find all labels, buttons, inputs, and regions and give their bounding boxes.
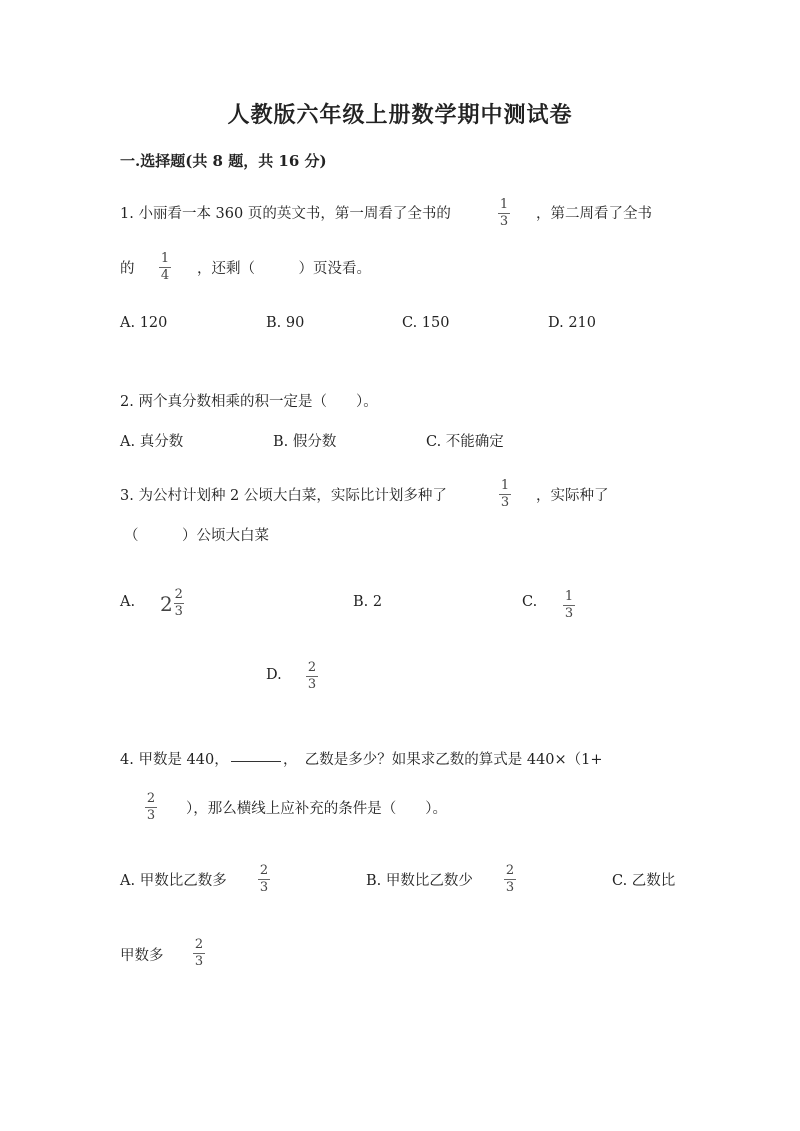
q4-opta-denominator: 3 [259, 880, 269, 895]
q4-optb-numerator: 2 [505, 863, 515, 878]
q1-option-c[interactable]: C. 150 [402, 315, 450, 331]
mixed-denominator: 3 [174, 604, 183, 619]
mixed-fraction [174, 588, 184, 619]
q2-option-a[interactable]: A. 真分数 [120, 434, 184, 450]
q4-option-c-fraction[interactable] [193, 938, 205, 969]
q1-text-c: 的 [120, 261, 135, 277]
q1-option-a[interactable]: A. 120 [120, 315, 168, 331]
q3-frac-numerator: 1 [500, 478, 510, 493]
q3-optc-denominator: 3 [564, 606, 574, 621]
q4-option-a-fraction[interactable] [258, 864, 270, 895]
q4-option-b-fraction[interactable] [504, 864, 516, 895]
q1-text-a: 1. 小丽看一本 360 页的英文书，第一周看了全书的 [120, 206, 451, 222]
q1-text-d: ，还剩（ ）页没看。 [197, 261, 371, 277]
q1-text-b: ，第二周看了全书 [536, 206, 652, 222]
q3-fraction [499, 479, 511, 510]
q3-frac-denominator: 3 [500, 495, 510, 510]
q1-fraction-2 [159, 252, 171, 283]
q4-opta-numerator: 2 [259, 863, 269, 878]
q3-text-b: ，实际种了 [536, 488, 609, 504]
q4-optc-numerator: 2 [194, 937, 204, 952]
q1-frac1-denominator: 3 [499, 214, 509, 229]
q1-frac2-denominator: 4 [160, 268, 170, 283]
mixed-whole: 2 [160, 591, 173, 616]
q1-frac1-numerator: 1 [499, 197, 509, 212]
q4-text-a: 4. 甲数是 440， [120, 752, 229, 768]
q3-option-d-label[interactable]: D. [266, 667, 282, 683]
q1-frac2-numerator: 1 [160, 251, 170, 266]
q2-option-c[interactable]: C. 不能确定 [426, 434, 504, 450]
q3-text-a: 3. 为公村计划种 2 公顷大白菜，实际比计划多种了 [120, 488, 447, 504]
q4-option-c-continued: 甲数多 [120, 948, 164, 964]
q2-option-b[interactable]: B. 假分数 [273, 434, 337, 450]
q4-optc-denominator: 3 [194, 954, 204, 969]
q3-optd-denominator: 3 [307, 677, 317, 692]
q3-option-a-mixed-number[interactable] [160, 588, 184, 619]
q3-optc-numerator: 1 [564, 589, 574, 604]
q4-frac-numerator: 2 [146, 791, 156, 806]
q4-option-a[interactable]: A. 甲数比乙数多 [120, 873, 227, 889]
q4-option-b[interactable]: B. 甲数比乙数少 [366, 873, 473, 889]
q3-option-d-fraction[interactable] [306, 661, 318, 692]
q3-option-a-label[interactable]: A. [120, 594, 136, 610]
q4-answer-blank[interactable] [231, 747, 281, 766]
q4-text-b: ， 乙数是多少？如果求乙数的算式是 440×（1+ [283, 752, 603, 768]
mixed-numerator: 2 [174, 587, 183, 602]
page-title: 人教版六年级上册数学期中测试卷 [227, 102, 573, 128]
q2-text: 2. 两个真分数相乘的积一定是（ ）。 [120, 394, 378, 410]
q3-optd-numerator: 2 [307, 660, 317, 675]
q4-optb-denominator: 3 [505, 880, 515, 895]
q1-fraction-1 [498, 198, 510, 229]
q4-frac-denominator: 3 [146, 808, 156, 823]
q3-text-c: （ ）公顷大白菜 [124, 528, 269, 544]
section-heading: 一.选择题(共 8 题，共 16 分) [120, 152, 327, 170]
q3-option-c-fraction[interactable] [563, 590, 575, 621]
q4-option-c[interactable]: C. 乙数比 [612, 873, 676, 889]
q4-text-c: ），那么横线上应补充的条件是（ ）。 [186, 801, 447, 817]
q3-option-b[interactable]: B. 2 [353, 594, 383, 610]
q3-option-c-label[interactable]: C. [522, 594, 538, 610]
q1-option-d[interactable]: D. 210 [548, 315, 597, 331]
q4-fraction [145, 792, 157, 823]
q1-option-b[interactable]: B. 90 [266, 315, 305, 331]
